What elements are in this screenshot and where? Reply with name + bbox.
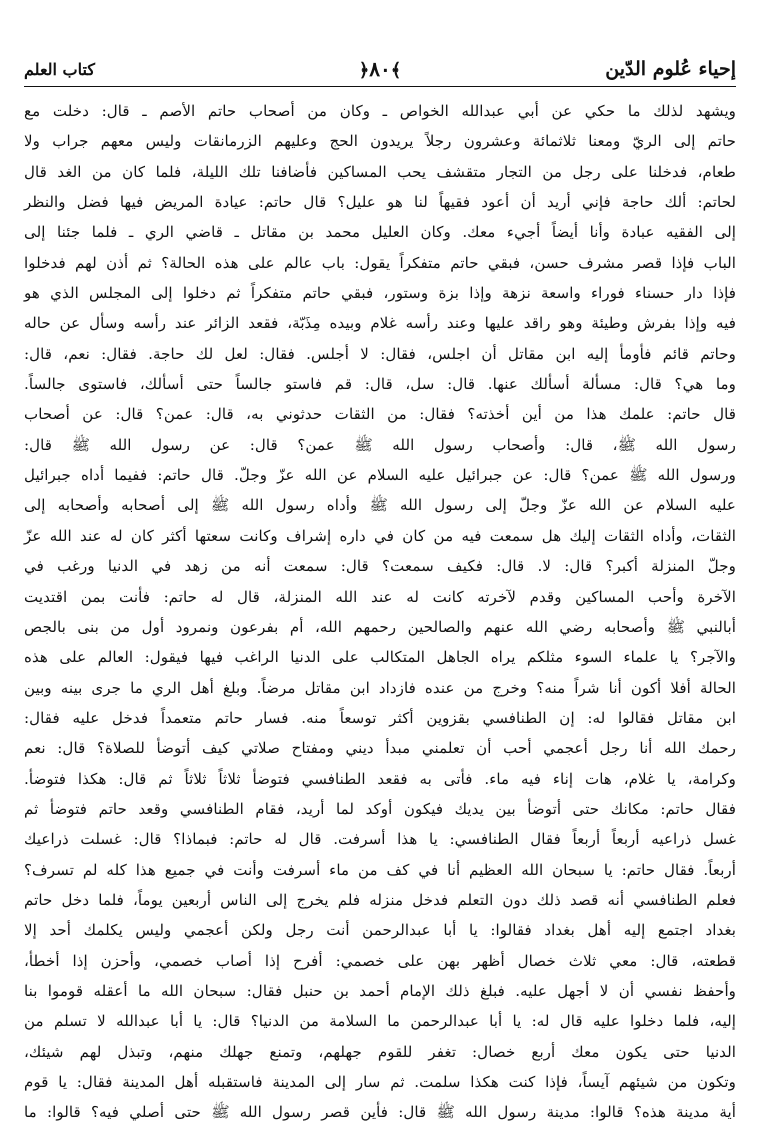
text-line: الدنيا حتى يكون معك أربع خصال: تغفر للقوم جهلهم، وتمنع جهلك منهم، وتبذل لهم شيئك، [24,1042,736,1061]
text-line: وتكون من شيئهم آيساً، فإذا كنت هكذا سلمت. ثم سار إلى المدينة فاستقبله أهل المدينة فقال: يا قوم [24,1073,736,1091]
text-line: أية مدينة هذه؟ قالوا: مدينة رسول الله ﷺ قال: فأين قصر رسول الله ﷺ حتى أصلي فيه؟ قالوا: ما [24,1103,736,1122]
chapter-title: كتاب العلم [24,59,95,79]
page-number [359,57,402,81]
text-line: ورسول الله ﷺ عمن؟ قال: عن جبرائيل عليه السلام عن الله عزّ وجلّ. قال حاتم: ففيما أداه جبرائيل [24,466,736,485]
text-line: ويشهد لذلك ما حكي عن أبي عبدالله الخواص ـ وكان من أصحاب حاتم الأصم ـ قال: دخلت مع [24,102,736,120]
text-line: إليه، فلما دخلوا عليه قال له: يا أبا عبدالرحمن ما السلامة من الدنيا؟ قال: يا أبا عبدالله لا تسلم من [24,1012,736,1031]
text-line: الباب فإذا قصر مشرف حسن، فبقي حاتم متفكراً يقول: باب عالم على هذه الحالة؟ ثم أذن لهم فدخلوا [24,253,736,272]
text-line: قال حاتم: علمك هذا من أين أخذته؟ فقال: من الثقات حدثوني به، قال: عمن؟ قال: عن أصحاب [24,405,736,424]
text-line: وحاتم قائم فأومأ إليه ابن مقاتل أن اجلس، فقال: لا أجلس. فقال: لعل لك حاجة. فقال: نعم، قال: [24,344,736,363]
text-line: وما هي؟ قال: مسألة أسألك عنها. قال: سل، قال: قم فاستو جالساً حتى أسألك، فاستوى جالساً. [24,375,736,394]
text-line: غسل ذراعيه أربعاً أربعاً فقال الطنافسي: يا هذا أسرفت. قال له حاتم: فبماذا؟ قال: غسلت ذراعيك [24,830,736,849]
page-number-value: ٨٠ [369,57,391,81]
text-line: طعام، فدخلنا على رجل من التجار متقشف يحب المساكين فأضافنا تلك الليلة، فلما كان من الغد قال [24,162,736,181]
running-header [24,52,736,86]
text-line: أبالنبي ﷺ وأصحابه رضي الله عنهم والصالحين رحمهم الله، أم بفرعون ونمرود أول من بنى بالجص [24,617,736,636]
text-line: فإذا دار حسناء فوراء واسعة نزهة وإذا بزة وستور، فبقي حاتم متفكراً ثم دخلوا إلى المجلس الذي هو [24,284,736,303]
ornament-left-icon: ﴾ [390,60,402,81]
text-line: وكرامة، يا غلام، هات إناء فيه ماء. فأتى به فقعد الطنافسي فتوضأ ثلاثاً ثلاثاً ثم قال: هكذا فتوضأ. [24,769,736,788]
text-line: لحاتم: ألك حاجة فإني أريد أن أعود فقيهاً لنا هو عليل؟ قال حاتم: عيادة المريض فيها فضل والنظر [24,193,736,212]
header-rule [24,86,736,87]
text-line: فيه وإذا بفرش وطيئة وهو راقد عليها وعند رأسه غلام وبيده مِذَبّة، فقعد الزائر عند رأسه وسأل عن حاله [24,314,736,333]
text-line: فعلم الطنافسي أنه قصد ذلك دون التعلم فدخل منزله فلم يخرج إلى الناس أربعين يوماً، فلما دخل حاتم [24,890,736,909]
text-line: عليه السلام عن الله عزّ وجلّ إلى رسول الله ﷺ وأداه رسول الله ﷺ إلى أصحابه وأصحابه إلى [24,496,736,515]
text-line: الآخرة وأحب المساكين وقدم لآخرته كانت له عند الله المنزلة، قال له حاتم: فأنت بمن اقتديت [24,587,736,606]
text-line: إلى الفقيه عبادة وأنا أيضاً أجيء معك. وكان العليل محمد بن مقاتل ـ قاضي الري ـ فلما جئنا إلى [24,223,736,242]
book-title: إحياء عُلوم الدّين [605,58,736,80]
text-line: والآجر؟ يا علماء السوء مثلكم يراه الجاهل المتكالب على الدنيا الراغب فيها فيقول: العالم على هذه [24,648,736,667]
text-line: بغداد اجتمع إليه أهل بغداد فقالوا: يا أبا عبدالرحمن أنت رجل ولكن أعجمي وليس يكلمك أحد إلا [24,921,736,940]
text-line: الثقات، وأداه الثقات إليك هل سمعت فيه من كان في داره إشراف وكانت سعتها أكثر كان له عند الله عزّ [24,526,736,545]
text-line: أربعاً. فقال حاتم: يا سبحان الله العظيم أنا في كف من ماء أسرفت وأنت في جميع هذا كله لم تسرف؟ [24,860,736,879]
text-line: وجلّ المنزلة أكبر؟ قال: لا. قال: فكيف سمعت؟ قال: سمعت أنه من زهد في الدنيا ورغب في [24,557,736,576]
text-line: الحالة أفلا أكون أنا شراً منه؟ وخرج من عنده فازداد ابن مقاتل مرضاً. وبلغ أهل الري ما جرى بينه وبين [24,678,736,697]
ornament-right-icon: ﴿ [358,60,370,81]
body-text [24,96,736,1122]
text-line: حاتم إلى الريّ ومعنا ثلاثمائة وعشرون رجلاً يريدون الحج وعليهم الزرمانقات وليس معهم جراب ولا [24,132,736,151]
text-line: رحمك الله أنا رجل أعجمي أحب أن تعلمني مبدأ ديني ومفتاح صلاتي كيف أتوضأ للصلاة؟ قال: نعم [24,739,736,758]
text-line: رسول الله ﷺ، قال: وأصحاب رسول الله ﷺ عمن؟ قال: عن رسول الله ﷺ قال: [24,435,736,454]
text-line: وأحفظ نفسي أن لا أجهل عليه. فبلغ ذلك الإمام أحمد بن حنبل فقال: سبحان الله ما أعقله قوموا بنا [24,981,736,1000]
text-line: فقال حاتم: مكانك حتى أتوضأ بين يديك فيكون أوكد لما أريد، فقام الطنافسي وقعد حاتم فتوضأ ثم [24,799,736,818]
text-line: ابن مقاتل فقالوا له: إن الطنافسي بقزوين أكثر توسعاً منه. فسار حاتم متعمداً فدخل عليه فقال: [24,708,736,727]
text-line: قطعته، قال: معي ثلاث خصال أظهر بهن على خصمي: أفرح إذا أصاب خصمي، وأحزن إذا أخطأ، [24,951,736,970]
